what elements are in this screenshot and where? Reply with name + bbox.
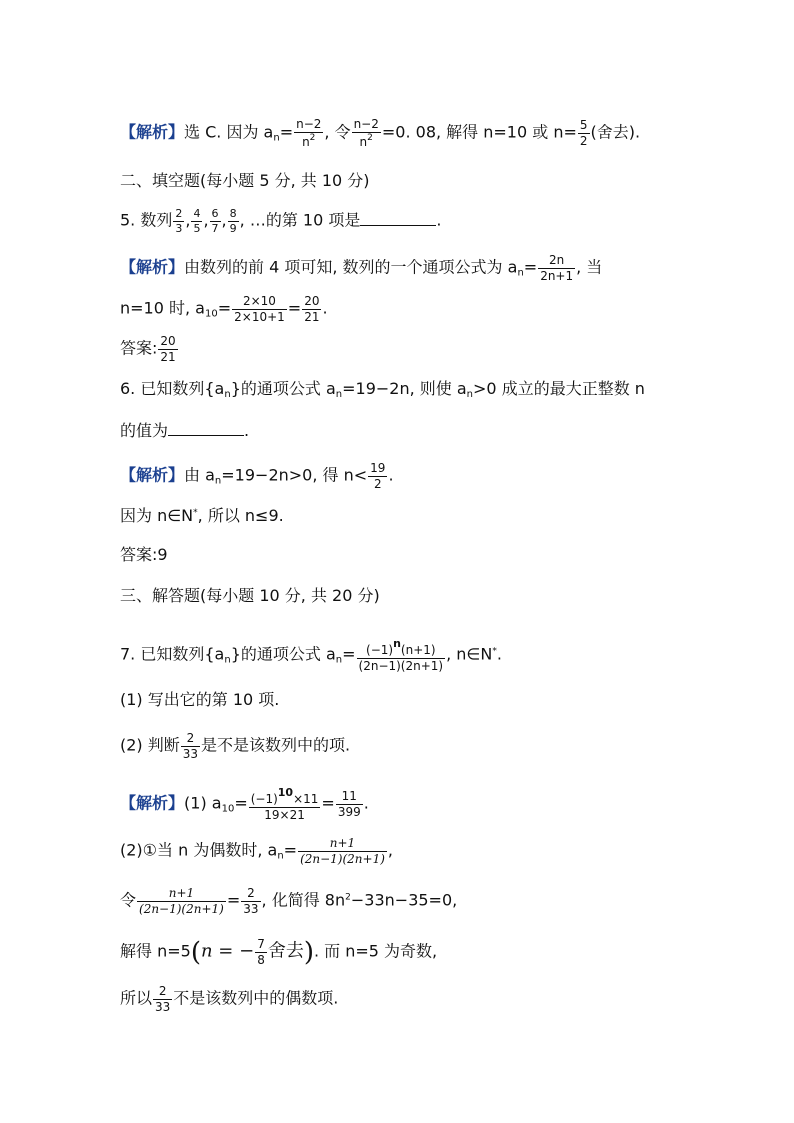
fraction: $\frac{n-2}{n^2}$ — [296, 117, 322, 149]
solution-5: 【解析】由数列的前 4 项可知, 数列的一个通项公式为 $a_n=$ $\frac{2n}{2n+1}$ , 当 — [120, 253, 603, 283]
answer-5: 答案: $\frac{20}{21}$ — [120, 334, 176, 364]
fraction: $\frac{2\times 10}{2\times 10+1}$ — [234, 294, 285, 324]
fraction: $\frac{(-1)10\times 11}{19\times 21}$ — [250, 786, 319, 822]
fraction: $\frac{6}{7}$ — [211, 207, 219, 235]
solution-7-1: 【解析】(1) $a_{10}=$ $\frac{(-1)10\times 11}{19\times 21}$ = $\frac{11}{399}$ . — [120, 786, 369, 822]
analysis-tag: 【解析】 — [120, 465, 185, 485]
fraction: $\frac{(-1)n(n+1)}{(2n-1)(2n+1)}$ — [358, 637, 444, 673]
fraction: $\frac{20}{21}$ — [304, 294, 320, 324]
solution-line-1: 【解析】选 C. 因为 $a_n=$ $\frac{n-2}{n^2}$ , 令 $\frac{n-2}{n^2}$ =0. 08, 解得 n=10 或 n= $\frac{5}{2}$ (舍去). — [120, 117, 641, 149]
fraction: $\frac{7}{8}$ — [257, 937, 265, 967]
question-7-part-1: (1) 写出它的第 10 项. — [120, 690, 280, 709]
fraction: $\frac{2}{33}$ — [243, 886, 259, 916]
fraction: $\frac{2}{33}$ — [182, 731, 199, 761]
solution-6-cont: 因为 n∈N*, 所以 n≤9. — [120, 506, 284, 525]
fraction: $\frac{4}{5}$ — [193, 207, 201, 235]
answer-6: 答案:9 — [120, 545, 168, 564]
fraction: $\frac{n+1}{(2n-1)(2n+1)}$ — [300, 836, 385, 866]
fraction: $\frac{2n}{2n+1}$ — [540, 253, 574, 283]
question-6: 6. 已知数列$\{a_n\}$的通项公式 $a_n=19-2n$, 则使 $a_n>0$ 成立的最大正整数 n — [120, 379, 645, 400]
question-7-part-2: (2) 判断 $\frac{2}{33}$ 是不是该数列中的项. — [120, 731, 351, 761]
fraction: $\frac{2}{3}$ — [175, 207, 183, 235]
fraction: $\frac{11}{399}$ — [337, 789, 361, 819]
question-7: 7. 已知数列$\{a_n\}$的通项公式 $a_n=$ $\frac{(-1)n(n+1)}{(2n-1)(2n+1)}$ , n∈N*. — [120, 637, 502, 673]
answer-blank — [168, 421, 244, 436]
solution-7-5: 所以 $\frac{2}{33}$ 不是该数列中的偶数项. — [120, 984, 339, 1014]
section-heading-fill-in: 二、填空题(每小题 5 分, 共 10 分) — [120, 171, 370, 190]
solution-6: 【解析】由 $a_n=19-2n>0$, 得 n< $\frac{19}{2}$ . — [120, 461, 394, 491]
fraction: $\frac{8}{9}$ — [229, 207, 237, 235]
analysis-tag: 【解析】 — [120, 257, 185, 277]
answer-blank — [360, 211, 436, 226]
fraction: $\frac{5}{2}$ — [579, 118, 588, 148]
solution-7-2: (2)①当 n 为偶数时, $a_n=$ $\frac{n+1}{(2n-1)(2n+1)}$ , — [120, 836, 393, 866]
question-6-cont: 的值为 . — [120, 421, 250, 440]
solution-5-cont: n=10 时, $a_{10}=$ $\frac{2\times 10}{2\times 10+1}$ = $\frac{20}{21}$ . — [120, 294, 328, 324]
analysis-tag: 【解析】 — [120, 793, 185, 813]
fraction: $\frac{19}{2}$ — [370, 461, 386, 491]
fraction: $\frac{n-2}{n^2}$ — [353, 117, 379, 149]
fraction: $\frac{2}{33}$ — [155, 984, 171, 1014]
analysis-tag: 【解析】 — [120, 122, 185, 142]
fraction: $\frac{n+1}{(2n-1)(2n+1)}$ — [139, 886, 224, 916]
question-5: 5. 数列 $\frac{2}{3}$ , $\frac{4}{5}$ , $\frac{6}{7}$ , $\frac{8}{9}$ , …的第 10 项是 . — [120, 207, 442, 235]
fraction: $\frac{20}{21}$ — [160, 334, 176, 364]
solution-7-3: 令 $\frac{n+1}{(2n-1)(2n+1)}$ = $\frac{2}{33}$ , 化简得 $8n^2-33n-35=0$, — [120, 886, 458, 916]
section-heading-solve: 三、解答题(每小题 10 分, 共 20 分) — [120, 586, 380, 605]
solution-7-4: 解得 n=5(n = − $\frac{7}{8}$ 舍去). 而 n=5 为奇数, — [120, 937, 438, 968]
